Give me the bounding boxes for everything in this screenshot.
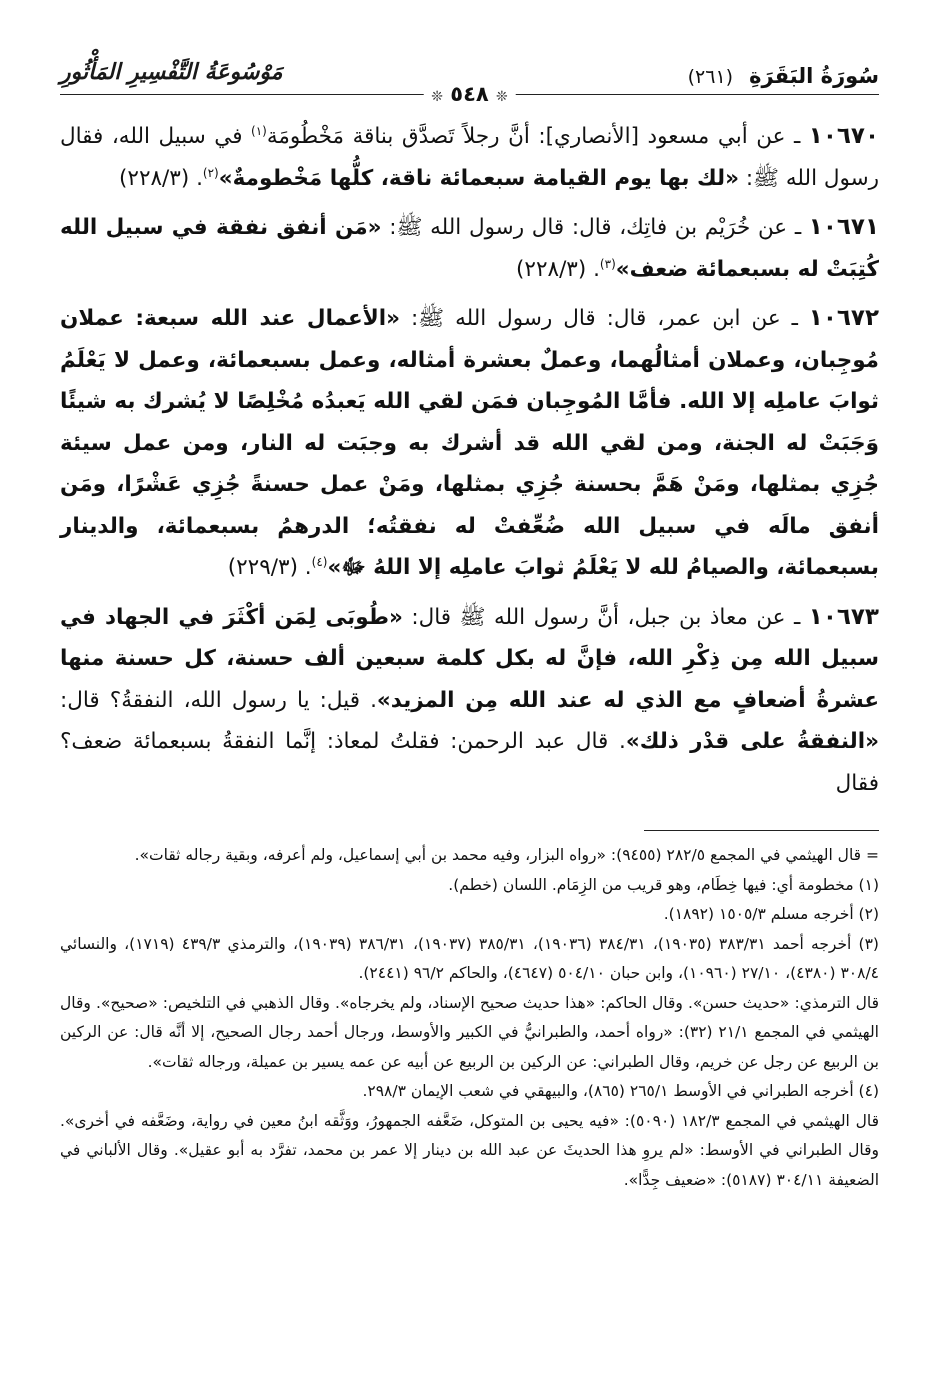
running-header [60,58,879,106]
footnote-item: = قال الهيثمي في المجمع ٢٨٢/٥ (٩٤٥٥): «رواه البزار، وفيه محمد بن أبي إسماعيل، ولم أعرفه، وبقية رجاله ثقات». [134,846,879,864]
hadith-entry [60,116,879,199]
hadith-intro: ـ عن أبي مسعود [الأنصاري]: أنَّ رجلاً تَصدَّق بناقة مَخْطُومَة [266,124,809,149]
hadith-entry [60,298,879,589]
hadith-text: . قال عبد الرحمن: فقلتُ لمعاذ: إنَّما النفقةُ بسبعمائة ضعف؟ فقال [60,729,879,796]
footnote-marker: (٢) [202,165,219,180]
hadith-intro: ـ عن خُرَيْم بن فاتِك، قال: قال رسول الله ﷺ: [381,215,809,240]
hadith-text: . قيل: يا رسول الله، النفقةُ؟ قال: [60,687,377,713]
footnotes [60,841,879,1195]
hadith-reference: . (٢٢٩/٣) [227,555,312,580]
footnote-item: (٣) أخرجه أحمد ٣٨٣/٣١ (١٩٠٣٥)، ٣٨٤/٣١ (١٩٠٣٦)، ٣٨٥/٣١ (١٩٠٣٧)، ٣٨٦/٣١ (١٩٠٣٩)، والترمذي ٤٣٩/٣ (١٧١٩)، والنسائي ٣٠٨/٤ (٤٣٨٠)، ٢٧/١٠ (١٠٩٦٠)، وابن حبان ٥٠٤/١٠ (٤٦٤٧)، والحاكم ٩٦/٢ (٢٤٤١). [60,934,879,982]
sura-name: سُورَةُ البَقَرَةِ [749,64,879,88]
footnote-item: (١) مخطومة أي: فيها خِطَام، وهو قريب من الزِمَام. اللسان (خطم). [448,875,879,894]
footnote-marker: (٤) [311,554,328,569]
hadith-reference: . (٢٢٨/٣) [119,165,203,191]
hadith-number: ١٠٦٧٢ [808,305,879,331]
sura-heading [688,64,879,88]
hadith-quote: «طُوبَى لِمَن أكْثَرَ في الجهاد في سبيل الله مِن ذِكْرِ الله، فإنَّ له بكل كلمة سبعين ألف حسنة، كل حسنة منها عشرةُ أضعافٍ مع الذي له عند الله مِن المزيد» [60,604,880,713]
main-text [60,116,879,804]
hadith-entry [60,597,879,805]
page-number-box [423,82,516,106]
page-number: ٥٤٨ [450,82,489,106]
footnote-marker: (٣) [599,256,616,271]
footnote-item: (٢) أخرجه مسلم ١٥٠٥/٣ (١٨٩٢). [663,905,879,923]
book-title: مَوْسُوعَةُ التَّفْسِيرِ المَأْثُورِ [60,60,283,85]
hadith-intro: ـ عن معاذ بن جبل، أنَّ رسول الله ﷺ قال: [402,604,809,630]
hadith-text: في سبيل الله، فقال رسول الله ﷺ: [60,124,879,191]
hadith-reference: . (٢٢٨/٣) [516,256,600,282]
footnote-item: (٤) أخرجه الطبراني في الأوسط ٢٦٥/١ (٨٦٥)، والبيهقي في شعب الإيمان ٢٩٨/٣. [362,1082,879,1100]
hadith-quote: «لك بها يوم القيامة سبعمائة ناقة، كلُّها مَخْطومةٌ» [218,165,739,191]
hadith-number: ١٠٦٧٣ [808,603,879,630]
footnote-marker: (١) [251,123,267,138]
hadith-intro: ـ عن ابن عمر، قال: قال رسول الله ﷺ: [400,306,809,331]
footnote-item: قال الهيثمي في المجمع ١٨٢/٣ (٥٠٩٠): «فيه يحيى بن المتوكل، ضَعَّفه الجمهورُ، ووَثَّقه ابنُ معين في رواية، وضَعَّفه في أخرى». وقال الطبراني في الأوسط: «لم يروِ هذا الحديثَ عن عبد الله بن دينار إلا عمر بن محمد، تفرَّد به أبو عقيل». وقال الألباني في الضعيفة ٣٠٤/١١ (٥١٨٧): «ضعيف جِدًّا». [60,1111,879,1189]
hadith-quote: «الأعمال عند الله سبعة: عملان مُوجِبان، وعملان أمثالُهما، وعملٌ بعشرة أمثاله، وعمل بسبعمائة، وعمل لا يَعْلَمُ ثوابَ عاملِه إلا الله. فأمَّا المُوجِبان فمَن لقي الله يَعبدُه مُخْلِصًا لا يُشرك به شيئًا وَجَبَتْ له الجنة، ومن لقي الله قد أشرك به وجبَت له النار، ومن عمل سيئة جُزِي بمثلها، ومَنْ هَمَّ بحسنة جُزِي بمثلها، ومَنْ عمل حسنةً جُزِي عَشْرًا، ومَن أنفق مالَه في سبيل الله ضُعِّفتْ له نفقتُه؛ الدرهمُ بسبعمائة، والدينار بسبعمائة، والصيامُ لله لا يَعْلَمُ ثوابَ عاملِه إلا اللهُ ﷻ» [60,306,879,580]
book-page [60,58,879,1360]
hadith-number: ١٠٦٧٠ [808,123,879,149]
ornament-icon: ❊ [496,89,508,105]
footnote-item: قال الترمذي: «حديث حسن». وقال الحاكم: «هذا حديث صحيح الإسناد، ولم يخرجاه». وقال الذهبي في التلخيص: «صحيح». وقال الهيثمي في المجمع ٢١/١ (٣٢): «رواه أحمد، والطبرانيُّ في الكبير والأوسط، ورجال أحمد رجال الصحيح، إلا أنَّه قال: عن الركين بن الربيع عن رجل عن خريم، وقال الطبراني: عن الركين بن الربيع عن أبيه عن عمه يسير بن عميلة، ورجاله ثقات». [60,993,879,1071]
verse-number: (٢٦١) [687,66,734,88]
footnote-separator [644,830,879,831]
hadith-entry [60,207,879,290]
hadith-number: ١٠٦٧١ [808,214,879,240]
ornament-icon: ❊ [431,89,443,105]
hadith-quote: «مَن أنفق نفقة في سبيل الله كُتِبَتْ له بسبعمائة ضعف» [60,215,879,282]
hadith-quote: «النفقةُ على قدْر ذلك» [625,729,879,754]
